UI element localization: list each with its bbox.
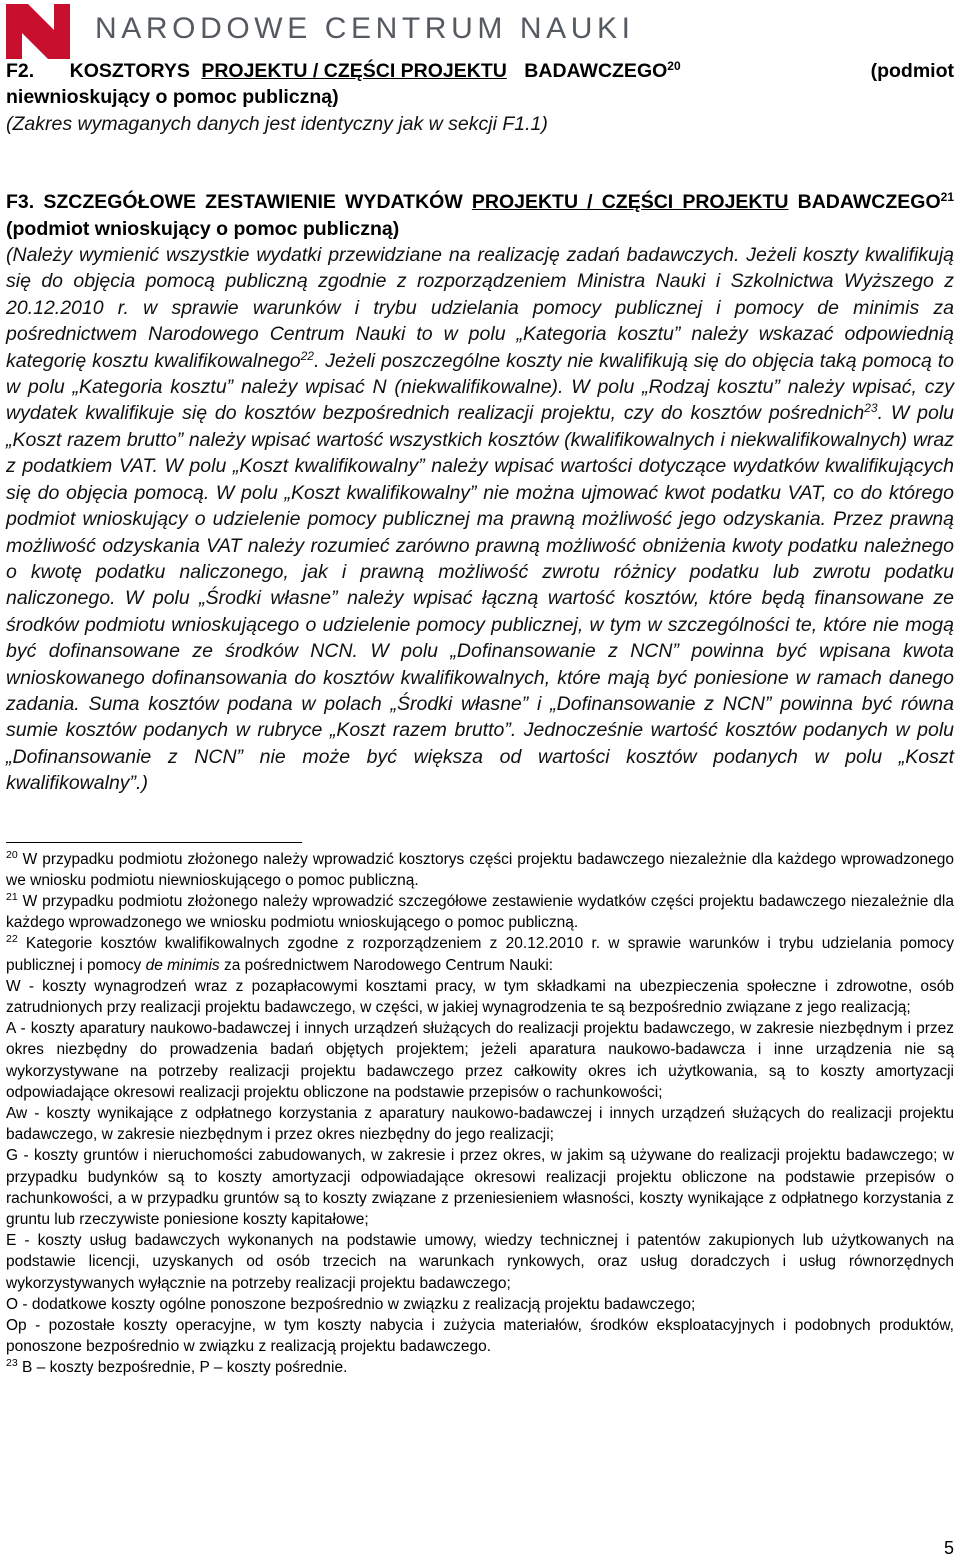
cost-category-a: A - koszty aparatury naukowo-badawczej i innych urządzeń służących do realizacji projektu badawczego, w zakresie niezbędnym i przez okres niezbędny do prowadzenia badań objętych projektem; jeżeli aparatura naukowo-badawcza i inne urządzenia nie są wykorzystywane na potrzeby realizacji projektu badawczego przez całkowity okres ich użytkowania, są to koszty amortyzacji odpowiadające okresowi realizacji projektu obliczone na podstawie przepisów o rachunkowości; <box>6 1020 954 1101</box>
section-f2-title-part2: PROJEKTU / CZĘŚCI PROJEKTU <box>201 60 507 82</box>
footnote-23-number: 23 <box>6 1357 18 1370</box>
footnote-divider <box>6 842 302 843</box>
section-f3-heading <box>6 189 954 242</box>
section-f2-heading <box>6 58 954 111</box>
organization-name: NARODOWE CENTRUM NAUKI <box>95 12 635 45</box>
section-f3-title-part3: BADAWCZEGO <box>797 191 941 214</box>
instructions-text-2: . Jeżeli poszczególne koszty nie kwalifikują się do objęcia taką pomocą to w polu „Kategoria kosztu” należy wpisać N (niekwalifikowalne). W polu „Rodzaj kosztu” należy wpisać, czy wydatek kwalifikuje się do kosztów bezpośrednich realizacji projektu, czy do kosztów pośrednich <box>6 349 954 425</box>
footnote-22-number: 22 <box>6 933 18 946</box>
document-body <box>6 58 954 1379</box>
section-f3-title-part4: (podmiot wnioskujący o pomoc publiczną) <box>6 217 400 240</box>
footnote-23-text: B – koszty bezpośrednie, P – koszty pośrednie. <box>22 1359 348 1377</box>
section-f3-title-part1: SZCZEGÓŁOWE ZESTAWIENIE WYDATKÓW <box>43 191 463 214</box>
instructions-text-3: . W polu „Koszt razem brutto” należy wpisać wartość wszystkich kosztów (kwalifikowalnych i niekwalifikowalnych) wraz z podatkiem VAT. W polu „Koszt kwalifikowalny” należy wpisać wartości dotyczące wydatków kwalifikujących się do objęcia pomocą. W polu „Koszt kwalifikowalny” nie można ujmować kwot podatku VAT, co do którego podmiot wnioskujący o udzielenie pomocy publicznej ma prawną możliwość jego odzyskania. Przez prawną możliwość odzyskania VAT należy rozumieć zarówno prawną możliwość obniżenia kwoty podatku należnego o kwotę podatku naliczonego, jak i prawną możliwość zwrotu różnicy podatku lub zwrotu podatku naliczonego. W polu „Środki własne” należy wpisać łączną wartość kosztów, które będą finansowane ze środków podmiotu wnioskującego o udzielenie pomocy publicznej, w tym w szczególności te, które nie mogą być dofinansowane ze środków NCN. W polu „Dofinansowanie z NCN” powinna być wpisana kwota wnioskowanego dofinansowania do kosztów kwalifikowalnych, które mają być poniesione w ramach danego zadania. Suma kosztów podana w polach „Środki własne” i „Dofinansowanie z NCN” powinna być równa sumie kosztów podanych w rubryce „Koszt razem brutto”. Jednocześnie wartość kosztów podanych w polu „Dofinansowanie z NCN” nie może być większa od wartości kosztów podanych w polu „Koszt kwalifikowalny”.) <box>6 402 954 795</box>
footnote-22 <box>6 933 954 975</box>
section-f2-title-part3: BADAWCZEGO <box>524 60 668 82</box>
cost-category-o: O - dodatkowe koszty ogólne ponoszone bezpośrednio w związku z realizacją projektu badawczego; <box>6 1295 696 1313</box>
footnote-22-intro-end: za pośrednictwem Narodowego Centrum Nauki: <box>223 956 554 974</box>
cost-category-op: Op - pozostałe koszty operacyjne, w tym koszty nabycia i zużycia materiałów, środków eksploatacyjnych i podobnych produktów, ponoszone bezpośrednio w związku z realizacją projektu badawczego. <box>6 1317 954 1356</box>
cost-category-e: E - koszty usług badawczych wykonanych na podstawie umowy, wiedzy technicznej i patentów zakupionych lub użytkowanych na podstawie licencji, uzyskanych od osób trzecich na warunkach rynkowych, oraz usług doradczych i usług równorzędnych wykorzystywanych wyłącznie na potrzeby realizacji projektu badawczego; <box>6 1232 954 1292</box>
footnote-23 <box>6 1357 954 1378</box>
section-f3-number: F3. <box>6 191 35 214</box>
section-f2-tag: (podmiot <box>870 60 954 82</box>
footnote-20-text: W przypadku podmiotu złożonego należy wprowadzić kosztorys części projektu badawczego niezależnie dla każdego wprowadzonego we wniosku podmiotu niewnioskującego o pomoc publiczną. <box>6 850 954 889</box>
footnote-20 <box>6 849 954 891</box>
cost-category-w: W - koszty wynagrodzeń wraz z pozapłacowymi kosztami pracy, w tym składkami na ubezpieczenia społeczne i zdrowotne, osób zatrudnionych przy realizacji projektu badawczego, w części, w jakiej wynagrodzenia te są bezpośrednio związane z jego realizacją; <box>6 977 954 1016</box>
instructions-text-1: (Należy wymienić wszystkie wydatki przewidziane na realizację zadań badawczych. Jeżeli koszty kwalifikują się do objęcia pomocą publiczną zgodnie z rozporządzeniem Ministra Nauki i Szkolnictwa Wyższego z 20.12.2010 r. w sprawie warunków i trybu udzielania pomocy publicznej i pomocy de minimis za pośrednictwem Narodowego Centrum Nauki to w polu „Kategoria kosztu” należy wskazać odpowiednią kategorię kosztu kwalifikowalnego <box>6 244 954 372</box>
footnote-ref-20: 20 <box>667 59 681 73</box>
footnote-ref-21: 21 <box>940 190 954 205</box>
section-f2-note: (Zakres wymaganych danych jest identyczny jak w sekcji F1.1) <box>6 112 548 135</box>
footnote-22-emphasis: de minimis <box>145 956 220 974</box>
ncn-logo <box>6 4 70 59</box>
footnote-21 <box>6 891 954 933</box>
page-number: 5 <box>943 1538 954 1558</box>
footnote-ref-23: 23 <box>864 401 878 416</box>
footnote-20-number: 20 <box>6 848 18 861</box>
section-f2-title-part1: KOSZTORYS <box>69 60 190 82</box>
footnote-22-intro: Kategorie kosztów kwalifikowalnych zgodne z rozporządzeniem z 20.12.2010 r. w sprawie warunków i trybu udzielania pomocy publicznej i pomocy <box>6 935 954 974</box>
page-header <box>0 0 960 60</box>
section-f3-instructions <box>6 242 954 797</box>
section-f2-number: F2. <box>6 60 35 82</box>
section-f2-title-line2: niewnioskujący o pomoc publiczną) <box>6 86 339 109</box>
cost-category-g: G - koszty gruntów i nieruchomości zabudowanych, w zakresie i przez okres, w jakim są używane do realizacji projektu badawczego; w przypadku budynków są to koszty amortyzacji odpowiadające okresowi realizacji projektu obliczone na podstawie przepisów o rachunkowości, a w przypadku gruntów są to koszty związane z przeniesieniem własności, koszty wynikające z odpłatnego korzystania z gruntu lub rzeczywiste poniesione koszty kapitałowe; <box>6 1147 954 1229</box>
cost-category-aw: Aw - koszty wynikające z odpłatnego korzystania z aparatury naukowo-badawczej i innych urządzeń służących do realizacji projektu badawczego, w zakresie niezbędnym i przez okres niezbędny do jego realizacji; <box>6 1105 954 1144</box>
footnotes <box>6 849 954 1379</box>
footnote-21-text: W przypadku podmiotu złożonego należy wprowadzić szczegółowe zestawienie wydatków części projektu badawczego niezależnie dla każdego wprowadzonego we wniosku podmiotu wnioskującego o pomoc publiczną. <box>6 892 954 932</box>
section-f3-title-part2: PROJEKTU / CZĘŚCI PROJEKTU <box>471 191 789 214</box>
footnote-21-number: 21 <box>6 890 18 903</box>
footnote-ref-22: 22 <box>300 348 314 363</box>
